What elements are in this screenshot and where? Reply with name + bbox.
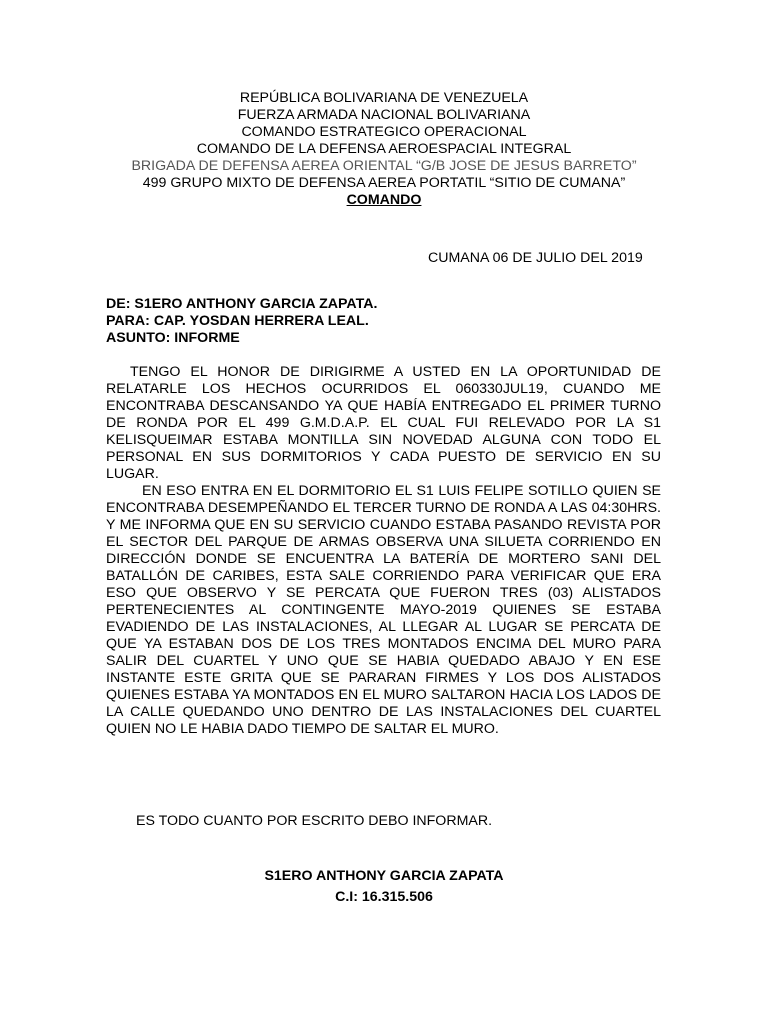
report-paragraph-2: EN ESO ENTRA EN EL DORMITORIO EL S1 LUIS FELIPE SOTILLO QUIEN SE ENCONTRABA DESEMPEÑANDO EL TERCER TURNO DE RONDA A LAS 04:30HRS. Y ME INFORMA QUE EN SU SERVICIO CUANDO ESTABA PASANDO REVISTA POR EL SECTOR DEL PARQUE DE ARMAS OBSERVA UNA SILUETA CORRIENDO EN DIRECCIÓN DONDE SE ENCUENTRA LA BATERÍA DE MORTERO SANI DEL BATALLÓN DE CARIBES, ESTA SALE CORRIENDO PARA VERIFICAR QUE ERA ESO QUE OBSERVO Y SE PERCATA QUE FUERON TRES (03) ALISTADOS PERTENECIENTES AL CONTINGENTE MAYO-2019 QUIENES SE ESTABA EVADIENDO DE LAS INSTALACIONES, AL LLEGAR AL LUGAR SE PERCATA DE QUE YA ESTABAN DOS DE LOS TRES MONTADOS ENCIMA DEL MURO PARA SALIR DEL CUARTEL Y UNO QUE SE HABIA QUEDADO ABAJO Y EN ESE INSTANTE ESTE GRITA QUE SE PARARAN FIRMES Y LOS DOS ALISTADOS QUIENES ESTABA YA MONTADOS EN EL MURO SALTARON HACIA LOS LADOS DE LA CALLE QUEDANDO UNO DENTRO DE LAS INSTALACIONES DEL CUARTEL QUIEN NO LE HABIA DADO TIEMPO DE SALTAR EL MURO.	[106, 483, 661, 737]
signature-block	[0, 866, 768, 908]
signatory-id: C.I: 16.315.506	[335, 889, 433, 905]
from-line: DE: S1ERO ANTHONY GARCIA ZAPATA.	[106, 296, 378, 312]
signatory-name: S1ERO ANTHONY GARCIA ZAPATA	[264, 868, 504, 884]
header-line-group: 499 GRUPO MIXTO DE DEFENSA AEREA PORTATIL “SITIO DE CUMANA”	[142, 175, 626, 191]
closing-statement: ES TODO CUANTO POR ESCRITO DEBO INFORMAR.	[136, 813, 493, 829]
header-line-aerospace-command: COMANDO DE LA DEFENSA AEROESPACIAL INTEGRAL	[196, 141, 572, 157]
subject-line: ASUNTO: INFORME	[106, 330, 240, 346]
document-title: COMANDO	[346, 192, 422, 208]
header-line-strategic-command: COMANDO ESTRATEGICO OPERACIONAL	[241, 124, 527, 140]
report-body	[106, 364, 661, 738]
letterhead	[0, 90, 768, 209]
document-date: CUMANA 06 DE JULIO DEL 2019	[428, 250, 643, 266]
header-line-brigade: BRIGADA DE DEFENSA AEREA ORIENTAL “G/B JOSE DE JESUS BARRETO”	[131, 158, 637, 174]
memo-meta	[106, 296, 377, 347]
header-line-country: REPÚBLICA BOLIVARIANA DE VENEZUELA	[239, 90, 529, 106]
report-paragraph-1: TENGO EL HONOR DE DIRIGIRME A USTED EN LA OPORTUNIDAD DE RELATARLE LOS HECHOS OCURRIDOS EL 060330JUL19, CUANDO ME ENCONTRABA DESCANSANDO YA QUE HABÍA ENTREGADO EL PRIMER TURNO DE RONDA POR EL 499 G.M.D.A.P. EL CUAL FUI RELEVADO POR LA S1 KELISQUEIMAR ESTABA MONTILLA SIN NOVEDAD ALGUNA CON TODO EL PERSONAL EN SUS DORMITORIOS Y CADA PUESTO DE SERVICIO EN SU LUGAR.	[106, 364, 661, 482]
header-line-armed-forces: FUERZA ARMADA NACIONAL BOLIVARIANA	[237, 107, 531, 123]
to-line: PARA: CAP. YOSDAN HERRERA LEAL.	[106, 313, 369, 329]
